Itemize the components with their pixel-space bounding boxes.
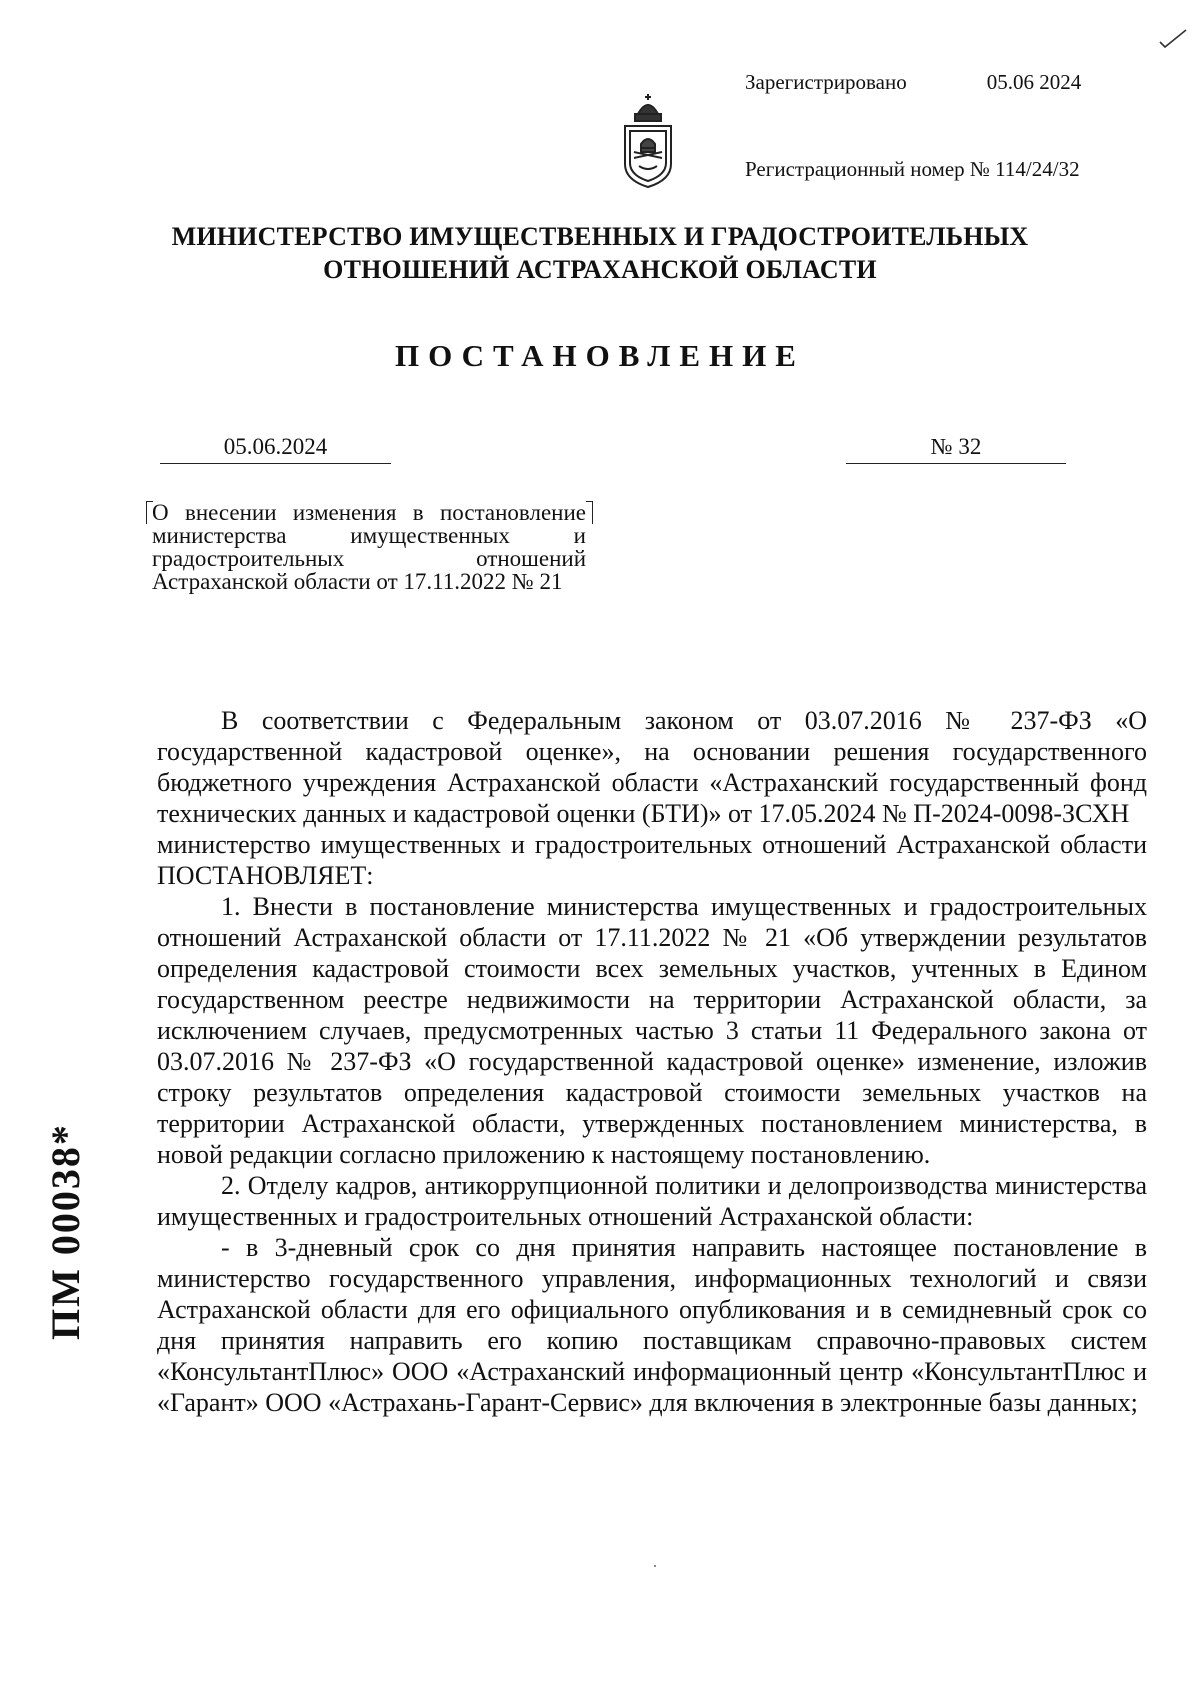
- ministry-name-line1: МИНИСТЕРСТВО ИМУЩЕСТВЕННЫХ И ГРАДОСТРОИТЕЛЬНЫХ: [171, 222, 1029, 251]
- ministry-name-line2: ОТНОШЕНИЙ АСТРАХАНСКОЙ ОБЛАСТИ: [323, 255, 877, 284]
- checkmark-icon: [1158, 28, 1188, 50]
- subject-bracket-right: [586, 501, 593, 524]
- body-paragraph-item-2-sub: - в 3-дневный срок со дня принятия направить настоящее постановление в министерство государственного управления, информационных технологий и связи Астраханской области для его официального опубликования и в семидневный срок со дня принятия направить его копию поставщикам справочно-правовых систем «КонсультантПлюс» ООО «Астраханский информационный центр «КонсультантПлюс и «Гарант» ООО «Астрахань-Гарант-Сервис» для включения в электронные базы данных;: [157, 1233, 1147, 1417]
- registration-date: 05.06 2024: [986, 70, 1082, 94]
- body-paragraph-item-2: 2. Отделу кадров, антикоррупционной политики и делопроизводства министерства имущественных и градостроительных отношений Астраханской области:: [157, 1171, 1147, 1231]
- document-type: ПОСТАНОВЛЕНИЕ: [395, 338, 805, 373]
- body-paragraph-item-1: 1. Внести в постановление министерства имущественных и градостроительных отношений Астраханской области от 17.11.2022 № 21 «Об утверждении результатов определения кадастровой стоимости всех земельных участков, учтенных в Едином государственном реестре недвижимости на территории Астраханской области, за исключением случаев, предусмотренных частью 3 статьи 11 Федерального закона от 03.07.2016 № 237-ФЗ «О государственной кадастровой оценке» изменение, изложив строку результатов определения кадастровой стоимости земельных участков на территории Астраханской области, утвержденных постановлением министерства, в новой редакции согласно приложению к настоящему постановлению.: [157, 892, 1147, 1169]
- document-number: № 32: [846, 431, 1066, 464]
- scan-speck: [654, 1565, 656, 1567]
- registration-stamp: [745, 10, 1081, 213]
- document-date: 05.06.2024: [160, 431, 391, 464]
- astrakhan-coat-of-arms-icon: [619, 92, 677, 190]
- registration-label: Зарегистрировано: [745, 70, 907, 94]
- document-body: [157, 705, 1147, 1418]
- body-paragraph-resolves: министерство имущественных и градостроительных отношений Астраханской области ПОСТАНОВЛЯЕТ:: [157, 830, 1147, 890]
- body-paragraph-preamble: В соответствии с Федеральным законом от 03.07.2016 № 237-ФЗ «О государственной кадастровой оценке», на основании решения государственного бюджетного учреждения Астраханской области «Астраханский государственный фонд технических данных и кадастровой оценки (БТИ)» от 17.05.2024 № П-2024-0098-ЗСХН: [157, 706, 1147, 828]
- ministry-name: [150, 220, 1050, 286]
- registration-number: Регистрационный номер № 114/24/32: [745, 157, 1080, 181]
- document-subject: О внесении изменения в постановление министерства имущественных и градостроительных отношений Астраханской области от 17.11.2022 № 21: [152, 500, 586, 594]
- side-document-code: ПМ 00038*: [43, 1123, 88, 1340]
